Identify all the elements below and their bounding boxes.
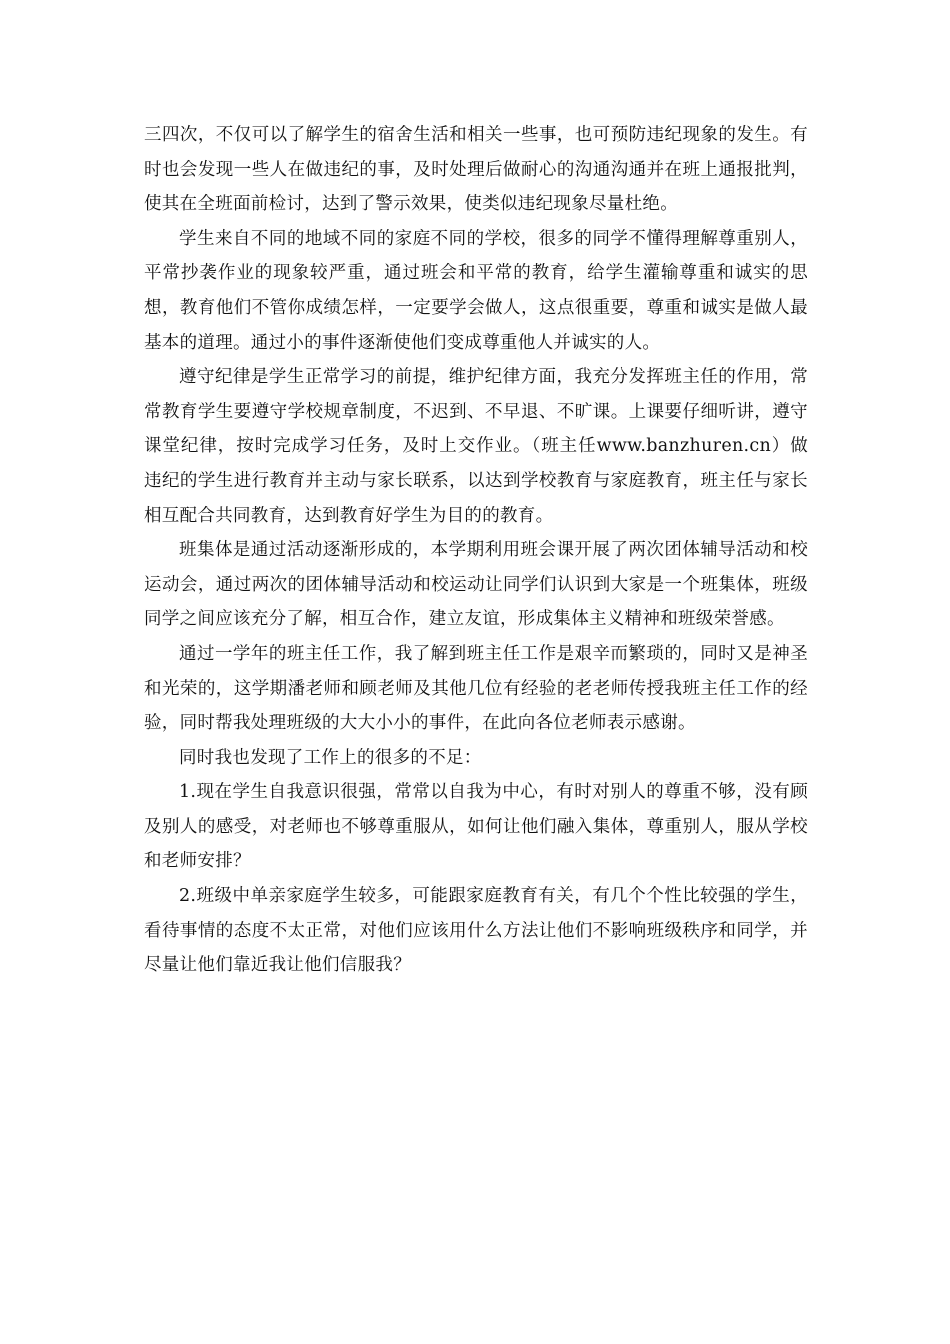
paragraph-shortcomings-intro: 同时我也发现了工作上的很多的不足： bbox=[179, 747, 482, 768]
paragraph-dormitory-visits: 三四次，不仅可以了解学生的宿舍生活和相关一些事，也可预防违纪现象的发生。有时也会发现一些人在做违纪的事，及时处理后做耐心的沟通沟通并在班上通报批判，使其在全班面前检讨，达到了警示效果，使类似违纪现象尽量杜绝。 bbox=[144, 125, 808, 215]
paragraph-respect-honesty: 学生来自不同的地域不同的家庭不同的学校，很多的同学不懂得理解尊重别人，平常抄袭作业的现象较严重，通过班会和平常的教育，给学生灌输尊重和诚实的思想，教育他们不管你成绩怎样，一定要学会做人，这点很重要，尊重和诚实是做人最基本的道理。通过小的事件逐渐使他们变成尊重他人并诚实的人。 bbox=[144, 228, 808, 353]
document-body bbox=[144, 118, 808, 983]
paragraph-discipline: 遵守纪律是学生正常学习的前提，维护纪律方面，我充分发挥班主任的作用，常常教育学生要遵守学校规章制度，不迟到、不早退、不旷课。上课要仔细听讲，遵守课堂纪律，按时完成学习任务，及时上交作业。（班主任www.banzhuren.cn）做违纪的学生进行教育并主动与家长联系，以达到学校教育与家庭教育，班主任与家长相互配合共同教育，达到教育好学生为目的的教育。 bbox=[144, 367, 808, 526]
list-item-shortcoming-2: 2.班级中单亲家庭学生较多，可能跟家庭教育有关，有几个个性比较强的学生，看待事情的态度不太正常，对他们应该用什么方法让他们不影响班级秩序和同学，并尽量让他们靠近我让他们信服我？ bbox=[144, 886, 808, 976]
paragraph-class-activities: 班集体是通过活动逐渐形成的，本学期利用班会课开展了两次团体辅导活动和校运动会，通过两次的团体辅导活动和校运动让同学们认识到大家是一个班集体，班级同学之间应该充分了解，相互合作，建立友谊，形成集体主义精神和班级荣誉感。 bbox=[144, 540, 808, 630]
list-item-shortcoming-1: 1.现在学生自我意识很强，常常以自我为中心，有时对别人的尊重不够，没有顾及别人的感受，对老师也不够尊重服从，如何让他们融入集体，尊重别人，服从学校和老师安排？ bbox=[144, 782, 808, 872]
paragraph-year-summary: 通过一学年的班主任工作，我了解到班主任工作是艰辛而繁琐的，同时又是神圣和光荣的，这学期潘老师和顾老师及其他几位有经验的老老师传授我班主任工作的经验，同时帮我处理班级的大大小小的事件，在此向各位老师表示感谢。 bbox=[144, 643, 808, 734]
